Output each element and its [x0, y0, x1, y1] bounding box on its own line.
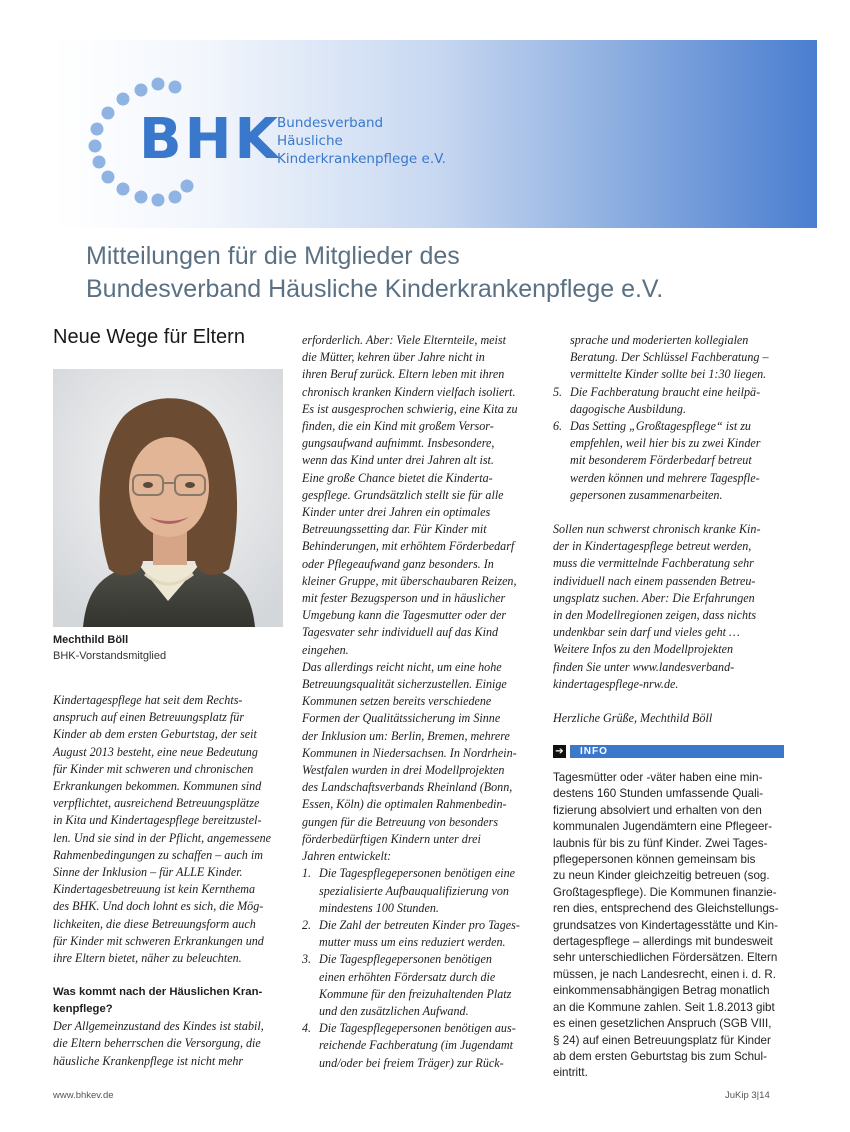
header-banner: [53, 40, 817, 228]
list-item: 1. Die Tagespflegepersonen benötigen eine spezialisierte Aufbauqualifizierung von mindestens 100 Stunden.: [302, 866, 516, 915]
greeting: Herzliche Grüße, Mechthild Böll: [553, 711, 713, 726]
info-box-text: Tagesmütter oder -väter haben eine min- destens 160 Stunden umfassende Quali- fizierung absolviert und erhalten von den kommunalen Jugendämtern eine Pflegeer- laubnis für bis zu fünf Kinder. Zwei Tages- pflegepersonen können gemeinsam bis zu neun Kinder gleichzeitig betreuen (sog. Großtagespflege). Die Kommunen finanzie- ren dies, entsprechend des Gleichstellungs- grundsatzes von Kindertagesstätte und Kin- dertagespflege – allerdings mit bundesweit sehr unterschiedlichen Fördersätzen. Eltern müssen, je nach Landesrecht, einen i. d. R. einkommensabhängigen Betrag monatlich an die Kommune zahlen. Seit 1.8.2013 gibt es einen gesetzlichen Anspruch (SGB VIII, § 24) auf einen Betreuungsplatz für Kinder ab dem ersten Geburtstag bis zum Schul- eintritt.: [553, 771, 779, 1080]
logo-bhk: BHK: [139, 107, 281, 172]
list-item: 2. Die Zahl der betreuten Kinder pro Tages- mutter muss um eins reduziert werden.: [302, 917, 520, 950]
arrow-right-icon: ➔: [553, 745, 566, 758]
list-item: 6. Das Setting „Großtagespflege“ ist zu empfehlen, weil hier bis zu zwei Kinder mit besonderem Förderbedarf betreut werden können und mehrere Tagespfle- gepersonen zusammenarbeiten.: [553, 419, 761, 502]
info-label: INFO: [570, 745, 784, 758]
author-photo: [53, 369, 283, 627]
column-1: Kindertagespflege hat seit dem Rechts- anspruch auf einen Betreuungsplatz für Kinder ab dem ersten Geburtstag, der seit August 2013 besteht, eine neue Bedeutung für Kinder mit schweren und chronischen Erkrankungen bekommen. Kommunen sind verpflichtet, ausreichend Betreuungsplätze in Kita und Kindertagespflege bereitzustel- len. Und sie sind in der Pflicht, angemessene Rahmenbedingungen zu schaffen – auch im Sinne der Inklusion – für ALLE Kinder. Kindertagesbetreuung ist kein Kernthema des BHK. Und doch lohnt es sich, die Mög- lichkeiten, die diese Betreuungsform auch für Kinder mit schweren Erkrankungen und ihre Eltern bietet, näher zu beleuchten. Was kommt nach der Häuslichen Kran- kenpflege? Der Allgemeinzustand des Kindes ist stabil, die Eltern beherrschen die Versorgung, die häusliche Krankenpflege ist nicht mehr: [53, 693, 271, 1068]
info-box-header: [553, 744, 784, 759]
section-subhead: Was kommt nach der Häuslichen Kran-: [53, 986, 263, 999]
column-2: erforderlich. Aber: Viele Elternteile, meist die Mütter, kehren über Jahre nicht in ihren Beruf zurück. Eltern leben mit ihren chronisch kranken Kindern vielfach isoliert. Es ist ausgesprochen schwierig, eine Kita zu finden, die ein Kind mit großem Versor- gungsaufwand aufnimmt. Insbesondere, wenn das Kind unter drei Jahren alt ist. Eine große Chance bietet die Kinderta- gespflege. Grundsätzlich stellt sie für alle Kinder unter drei Jahren ein optimales Betreuungssetting dar. Für Kinder mit Behinderungen, mit erhöhtem Förderbedarf oder Pflegeaufwand ganz besonders. In kleiner Gruppe, mit überschaubaren Reizen, mit fester Bezugsperson und in häuslicher Umgebung kann die Tagesmutter oder der Tagesvater sehr individuell auf das Kind eingehen. Das allerdings reicht nicht, um eine hohe Betreuungsqualität sicherzustellen. Einige Kommunen setzen bereits verschiedene Formen der Qualitätssicherung im Sinne der Inklusion um: Berlin, Bremen, mehrere Kommunen in Niedersachsen. In Nordrhein- Westfalen wurden in drei Modellprojekten des Landschaftsverbands Rheinland (Bonn, Essen, Köln) die optimalen Rahmenbedin- gungen für die Betreuung von besonders förderbedürftigen Kindern unter drei Jahren entwickelt: 1. Die Tagespflegepersonen benötigen eine spezialisierte Aufbauqualifizierung von mindestens 100 Stunden. 2. Die Zahl der betreuten Kinder pro Tages- mutter muss um eins reduziert werden. 3. Die Tagespflegepersonen benötigen einen erhöhten Fördersatz durch die Kommune für den freizuhaltenden Platz und den zusätzlichen Aufwand. 4. Die Tagespflegepersonen benötigen aus- reichende Fachberatung (im Jugendamt und/oder bei freiem Träger) zur Rück-: [302, 332, 520, 1072]
column-3: sprache und moderierten kollegialen Beratung. Der Schlüssel Fachberatung – vermittelte Kinder sollte bei 1:30 liegen. 5. Die Fachberatung braucht eine heilpä- dagogische Ausbildung. 6. Das Setting „Großtagespflege“ ist zu empfehlen, weil hier bis zu zwei Kinder mit besonderem Förderbedarf betreut werden können und mehrere Tagespfle- gepersonen zusammenarbeiten. Sollen nun schwerst chronisch kranke Kin- der in Kindertagespflege betreut werden, muss die vermittelnde Fachberatung sehr individuell nach einem passenden Betreu- ungsplatz suchen. Aber: Die Erfahrungen in den Modellregionen zeigen, dass nichts undenkbar sein darf und vieles geht … Weitere Infos zu den Modellprojekten finden Sie unter www.landesverband- kindertagespflege-nrw.de. Herzliche Grüße, Mechthild Böll: [553, 332, 769, 727]
list-item: 5. Die Fachberatung braucht eine heilpä- dagogische Ausbildung.: [553, 384, 761, 416]
list-item-continued: sprache und moderierten kollegialen Beratung. Der Schlüssel Fachberatung – vermittelte Kinder sollte bei 1:30 liegen.: [570, 333, 769, 382]
footer-url: www.bhkev.de: [53, 1090, 114, 1101]
logo-org-name: Bundesverband Häusliche Kinderkrankenpflege e.V.: [277, 115, 446, 167]
article-title: Neue Wege für Eltern: [53, 326, 245, 348]
photo-caption-role: BHK-Vorstandsmitglied: [53, 650, 167, 662]
list-item: 3. Die Tagespflegepersonen benötigen einen erhöhten Fördersatz durch die Kommune für den freizuhaltenden Platz und den zusätzlichen Aufwand.: [302, 952, 512, 1018]
page-headline: Mitteilungen für die Mitglieder des Bundesverband Häusliche Kinderkrankenpflege e.V.: [86, 242, 664, 303]
list-item: 4. Die Tagespflegepersonen benötigen aus- reichende Fachberatung (im Jugendamt und/oder bei freiem Träger) zur Rück-: [302, 1021, 516, 1070]
photo-caption-name: Mechthild Böll: [53, 634, 129, 646]
footer-issue: JuKip 3|14: [725, 1090, 770, 1101]
